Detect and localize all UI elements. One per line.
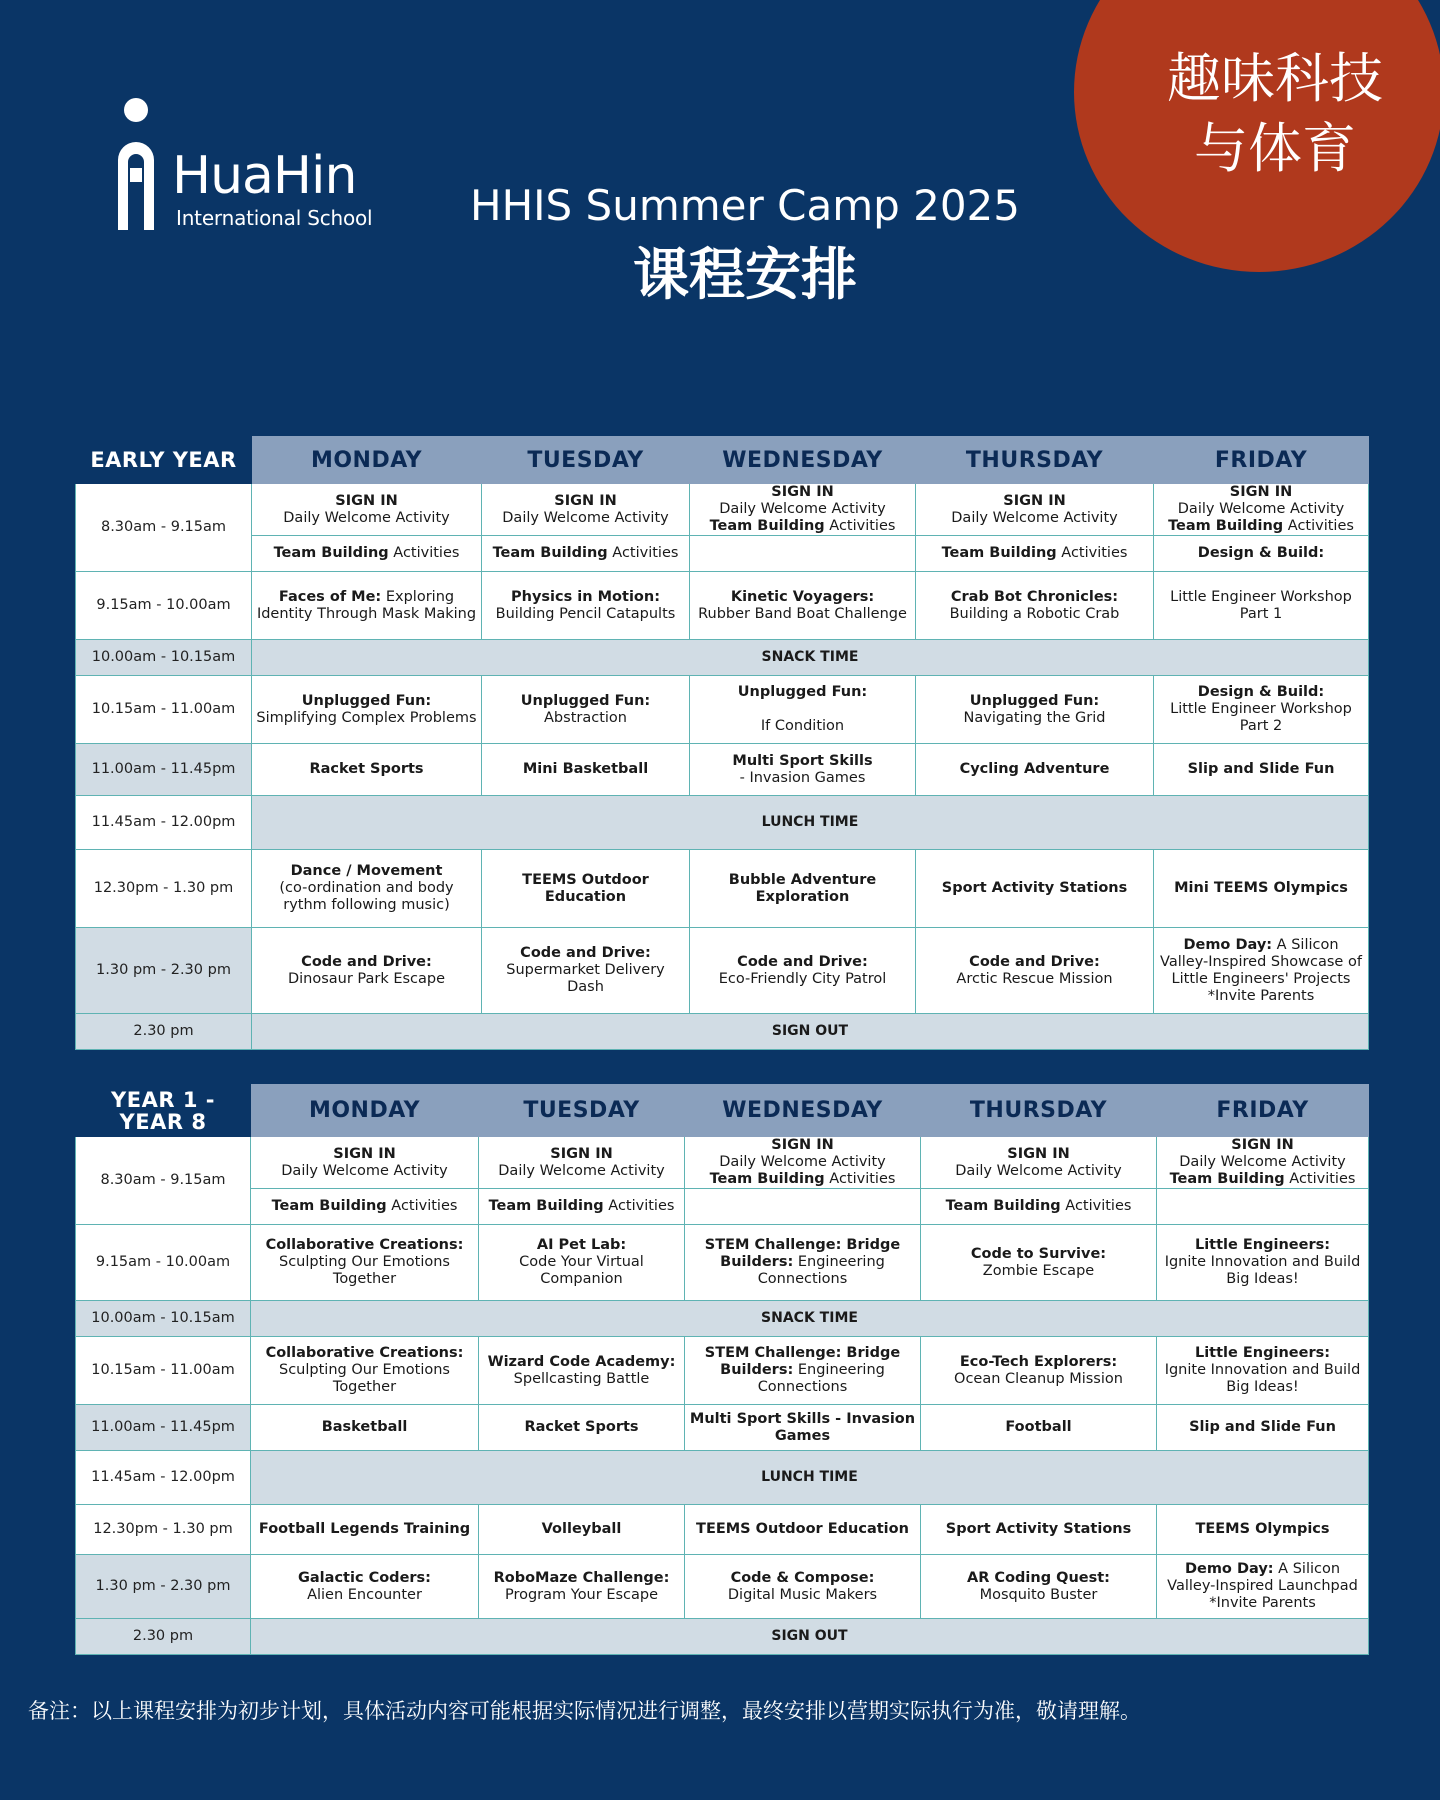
activity-title: Code and Drive:	[737, 953, 868, 970]
activity-desc: Ignite Innovation and Build Big Ideas!	[1164, 1254, 1361, 1287]
activity-title: Code to Survive:	[970, 1245, 1107, 1262]
activity-cell	[1154, 928, 1369, 1014]
time-cell: 2.30 pm	[76, 1619, 251, 1655]
activity-title: Demo Day:	[1183, 936, 1273, 953]
activity-desc: Little Engineer Workshop Part 1	[1170, 588, 1352, 622]
team-rest: Activities	[607, 545, 679, 561]
activity-cell	[685, 1505, 921, 1555]
signin-label: SIGN IN	[550, 1145, 613, 1162]
activity-desc: Eco-Friendly City Patrol	[718, 970, 887, 987]
header-row	[76, 1085, 1369, 1137]
activity-title: Racket Sports	[309, 761, 424, 777]
signin-cell	[921, 1137, 1157, 1189]
table-row	[76, 676, 1369, 744]
time-cell: 10.00am - 10.15am	[76, 1301, 251, 1337]
activity-desc: Building Pencil Catapults	[495, 605, 676, 622]
activity-title: Mini Basketball	[522, 761, 649, 777]
activity-cell	[690, 928, 916, 1014]
logo-subtitle: International School	[176, 206, 373, 230]
signin-label: SIGN IN	[333, 1145, 396, 1162]
time-cell: 8.30am - 9.15am	[76, 484, 252, 572]
table-row	[76, 1014, 1369, 1050]
signin-label: SIGN IN	[1229, 484, 1293, 500]
table-row	[76, 536, 1369, 572]
day-tuesday: TUESDAY	[479, 1085, 685, 1137]
signin-cell	[916, 484, 1154, 536]
activity-desc: A Silicon Valley-Inspired Showcase of Little Engineers' Projects *Invite Parents	[1160, 936, 1362, 1004]
activity-title: Multi Sport Skills - Invasion Games	[689, 1410, 916, 1444]
time-cell: 9.15am - 10.00am	[76, 1225, 251, 1301]
badge-line-1: 趣味科技	[1167, 47, 1383, 110]
activity-cell	[251, 1405, 479, 1451]
day-wednesday: WEDNESDAY	[690, 437, 916, 484]
table-row	[76, 1137, 1369, 1189]
signin-label: SIGN IN	[1007, 1145, 1070, 1162]
team-label: Team Building	[488, 1198, 604, 1214]
day-thursday: THURSDAY	[921, 1085, 1157, 1137]
activity-title: Little Engineers:	[1194, 1237, 1331, 1253]
table-row	[76, 1619, 1369, 1655]
activity-cell	[479, 1337, 685, 1405]
activity-desc: Rubber Band Boat Challenge	[698, 605, 907, 622]
activity-cell	[251, 1337, 479, 1405]
activity-title: Slip and Slide Fun	[1187, 761, 1335, 777]
team-label: Team Building	[709, 1171, 825, 1187]
team-label: Team Building	[492, 545, 608, 561]
activity-title: Football	[1005, 1419, 1072, 1435]
team-rest: Activities	[1060, 1198, 1132, 1214]
sign-out-band: SIGN OUT	[251, 1619, 1369, 1655]
team-label: Team Building	[941, 545, 1057, 561]
snack-time-band: SNACK TIME	[252, 640, 1369, 676]
team-rest: Activities	[824, 518, 896, 534]
activity-title: Code & Compose:	[730, 1569, 875, 1586]
activity-title: Bubble Adventure Exploration	[728, 871, 877, 905]
team-rest: Activities	[1056, 545, 1128, 561]
activity-desc: Arctic Rescue Mission	[956, 970, 1113, 987]
activity-cell	[685, 1405, 921, 1451]
activity-cell	[252, 850, 482, 928]
time-cell: 10.15am - 11.00am	[76, 1337, 251, 1405]
logo-name: HuaHin	[172, 146, 357, 206]
activity-desc: Ignite Innovation and Build Big Ideas!	[1164, 1362, 1361, 1395]
activity-cell	[252, 676, 482, 744]
activity-title: Eco-Tech Explorers:	[959, 1353, 1118, 1370]
activity-cell	[1157, 1555, 1369, 1619]
activity-title: Cycling Adventure	[959, 761, 1110, 777]
time-cell: 12.30pm - 1.30 pm	[76, 1505, 251, 1555]
activity-cell	[921, 1337, 1157, 1405]
activity-cell	[1154, 850, 1369, 928]
activity-title: STEM Challenge: Bridge Builders:	[704, 1345, 901, 1378]
table-row	[76, 484, 1369, 536]
group-label: EARLY YEAR	[76, 437, 252, 484]
team-label: Team Building	[273, 545, 389, 561]
activity-cell	[921, 1225, 1157, 1301]
table-row	[76, 640, 1369, 676]
activity-cell	[685, 1555, 921, 1619]
welcome-label: Daily Welcome Activity	[955, 1162, 1122, 1179]
activity-cell	[1154, 744, 1369, 796]
activity-title: Volleyball	[541, 1521, 622, 1537]
table-row	[76, 1225, 1369, 1301]
activity-title: TEEMS Olympics	[1195, 1521, 1330, 1537]
activity-cell	[482, 850, 690, 928]
team-rest: Activities	[1284, 1171, 1356, 1187]
activity-cell	[482, 572, 690, 640]
page-title: HHIS Summer Camp 2025	[470, 181, 1020, 230]
signin-cell	[690, 484, 916, 536]
design-build-cell	[1154, 536, 1369, 572]
signin-label: SIGN IN	[335, 492, 398, 509]
activity-cell	[479, 1225, 685, 1301]
activity-desc: Sculpting Our Emotions Together	[279, 1362, 450, 1395]
table-row	[76, 928, 1369, 1014]
team-rest: Activities	[824, 1171, 896, 1187]
activity-desc: Dinosaur Park Escape	[287, 970, 446, 987]
page-subtitle: 课程安排	[633, 243, 857, 308]
header-row	[76, 437, 1369, 484]
activity-title: Dance / Movement	[290, 863, 443, 879]
activity-title: Kinetic Voyagers:	[730, 588, 875, 605]
activity-title: Crab Bot Chronicles:	[950, 588, 1119, 605]
welcome-label: Daily Welcome Activity	[951, 509, 1118, 526]
activity-title: AI Pet Lab:	[536, 1237, 627, 1253]
activity-title: Code and Drive:	[520, 945, 651, 961]
activity-cell	[479, 1405, 685, 1451]
signin-label: SIGN IN	[554, 492, 617, 509]
activity-cell	[916, 928, 1154, 1014]
team-label: Team Building	[271, 1198, 387, 1214]
table-row	[76, 1337, 1369, 1405]
footer-note: 备注：以上课程安排为初步计划，具体活动内容可能根据实际情况进行调整，最终安排以营期实际执行为准，敬请理解。	[28, 1699, 1141, 1723]
school-logo	[114, 98, 394, 238]
activity-title: Design & Build:	[1197, 684, 1325, 700]
activity-cell	[690, 850, 916, 928]
activity-desc: Program Your Escape	[504, 1586, 659, 1603]
empty-cell	[685, 1189, 921, 1225]
signin-label: SIGN IN	[771, 484, 834, 500]
team-cell	[252, 536, 482, 572]
activity-desc: Ocean Cleanup Mission	[954, 1370, 1123, 1387]
activity-title: Code and Drive:	[969, 953, 1100, 970]
activity-desc: Engineering Connections	[757, 1254, 885, 1287]
activity-title: STEM Challenge: Bridge Builders:	[704, 1237, 901, 1270]
activity-cell	[1154, 572, 1369, 640]
signin-label: SIGN IN	[771, 1137, 834, 1153]
badge-line-2: 与体育	[1194, 117, 1356, 180]
table-row	[76, 796, 1369, 850]
activity-desc: Exploring Identity Through Mask Making	[256, 588, 477, 622]
activity-cell	[916, 744, 1154, 796]
day-thursday: THURSDAY	[916, 437, 1154, 484]
activity-cell	[252, 744, 482, 796]
activity-title: Sport Activity Stations	[945, 1521, 1132, 1537]
design-build-label: Design & Build:	[1197, 545, 1325, 561]
lunch-time-band: LUNCH TIME	[251, 1451, 1369, 1505]
activity-desc: Little Engineer Workshop Part 2	[1170, 701, 1352, 734]
time-cell: 10.15am - 11.00am	[76, 676, 252, 744]
table-row	[76, 1505, 1369, 1555]
sign-out-band: SIGN OUT	[252, 1014, 1369, 1050]
activity-cell	[1157, 1337, 1369, 1405]
time-cell: 12.30pm - 1.30 pm	[76, 850, 252, 928]
activity-title: Multi Sport Skills	[732, 752, 873, 769]
activity-desc: (co-ordination and body rythm following music)	[279, 880, 454, 913]
team-cell	[482, 536, 690, 572]
table-row	[76, 1451, 1369, 1505]
activity-cell	[479, 1555, 685, 1619]
activity-title: Code and Drive:	[301, 953, 432, 970]
activity-cell	[482, 928, 690, 1014]
year-1-8-schedule	[75, 1084, 1369, 1655]
activity-desc: Navigating the Grid	[963, 709, 1106, 726]
table-row	[76, 1405, 1369, 1451]
day-wednesday: WEDNESDAY	[685, 1085, 921, 1137]
team-label: Team Building	[945, 1198, 1061, 1214]
activity-title: Sport Activity Stations	[941, 880, 1128, 896]
activity-desc: Zombie Escape	[982, 1262, 1095, 1279]
table-row	[76, 1189, 1369, 1225]
team-rest: Activities	[603, 1198, 675, 1214]
activity-cell	[1154, 676, 1369, 744]
badge-text	[1130, 44, 1420, 184]
activity-cell	[921, 1505, 1157, 1555]
activity-title: TEEMS Outdoor Education	[522, 871, 649, 905]
activity-cell	[690, 744, 916, 796]
activity-cell	[252, 572, 482, 640]
time-cell: 11.45am - 12.00pm	[76, 796, 252, 850]
activity-cell	[1157, 1405, 1369, 1451]
signin-label: SIGN IN	[1231, 1137, 1294, 1153]
time-cell: 8.30am - 9.15am	[76, 1137, 251, 1225]
welcome-label: Daily Welcome Activity	[1177, 501, 1345, 517]
signin-label: SIGN IN	[1003, 492, 1066, 509]
activity-title: Little Engineers:	[1194, 1345, 1331, 1361]
activity-desc: - Invasion Games	[739, 769, 866, 786]
activity-desc: Mosquito Buster	[979, 1586, 1098, 1603]
early-year-schedule	[75, 436, 1369, 1050]
activity-title: Wizard Code Academy:	[487, 1353, 676, 1370]
day-monday: MONDAY	[252, 437, 482, 484]
activity-desc: A Silicon Valley-Inspired Launchpad *Invite Parents	[1167, 1561, 1358, 1611]
table-row	[76, 572, 1369, 640]
welcome-label: Daily Welcome Activity	[719, 1154, 886, 1170]
activity-cell	[1157, 1225, 1369, 1301]
activity-cell	[916, 572, 1154, 640]
team-label: Team Building	[709, 518, 825, 534]
signin-cell	[482, 484, 690, 536]
person-logo-icon	[114, 98, 158, 230]
time-cell: 11.00am - 11.45pm	[76, 1405, 251, 1451]
table-row	[76, 1555, 1369, 1619]
time-cell: 1.30 pm - 2.30 pm	[76, 1555, 251, 1619]
activity-title: Collaborative Creations:	[265, 1345, 464, 1361]
empty-cell	[690, 536, 916, 572]
empty-cell	[1157, 1189, 1369, 1225]
activity-cell	[690, 676, 916, 744]
activity-cell	[690, 572, 916, 640]
activity-desc: Spellcasting Battle	[513, 1370, 650, 1387]
team-cell	[251, 1189, 479, 1225]
activity-title: Unplugged Fun:	[969, 692, 1100, 709]
activity-cell	[482, 744, 690, 796]
day-monday: MONDAY	[251, 1085, 479, 1137]
activity-title: Racket Sports	[524, 1419, 639, 1435]
welcome-label: Daily Welcome Activity	[1179, 1154, 1346, 1170]
activity-title: Unplugged Fun:	[737, 684, 868, 700]
activity-cell	[916, 850, 1154, 928]
activity-desc: Simplifying Complex Problems	[256, 709, 477, 726]
activity-desc: Digital Music Makers	[727, 1586, 878, 1603]
activity-desc: Abstraction	[544, 709, 627, 726]
signin-cell	[685, 1137, 921, 1189]
activity-title: Unplugged Fun:	[520, 692, 651, 709]
activity-title: Faces of Me:	[278, 588, 382, 605]
activity-desc: If Condition	[760, 718, 845, 734]
activity-cell	[1157, 1505, 1369, 1555]
activity-desc: Code Your Virtual Companion	[519, 1254, 644, 1287]
signin-cell	[1157, 1137, 1369, 1189]
welcome-label: Daily Welcome Activity	[281, 1162, 448, 1179]
activity-desc: Supermarket Delivery Dash	[506, 962, 665, 995]
activity-desc: Alien Encounter	[307, 1586, 422, 1603]
activity-title: Slip and Slide Fun	[1189, 1419, 1336, 1435]
activity-desc: Engineering Connections	[757, 1362, 885, 1395]
welcome-label: Daily Welcome Activity	[502, 509, 669, 526]
day-tuesday: TUESDAY	[482, 437, 690, 484]
activity-cell	[251, 1225, 479, 1301]
welcome-label: Daily Welcome Activity	[719, 501, 886, 517]
snack-time-band: SNACK TIME	[251, 1301, 1369, 1337]
team-cell	[916, 536, 1154, 572]
activity-cell	[685, 1225, 921, 1301]
time-cell: 1.30 pm - 2.30 pm	[76, 928, 252, 1014]
activity-title: Demo Day:	[1184, 1561, 1274, 1577]
activity-cell	[916, 676, 1154, 744]
time-cell: 2.30 pm	[76, 1014, 252, 1050]
team-cell	[921, 1189, 1157, 1225]
signin-cell	[479, 1137, 685, 1189]
time-cell: 9.15am - 10.00am	[76, 572, 252, 640]
team-label: Team Building	[1169, 1171, 1285, 1187]
activity-title: Physics in Motion:	[511, 588, 660, 605]
activity-title: TEEMS Outdoor Education	[696, 1521, 909, 1537]
team-rest: Activities	[388, 545, 460, 561]
group-label: YEAR 1 - YEAR 8	[76, 1085, 251, 1137]
activity-cell	[921, 1405, 1157, 1451]
activity-cell	[921, 1555, 1157, 1619]
day-friday: FRIDAY	[1157, 1085, 1369, 1137]
activity-cell	[479, 1505, 685, 1555]
lunch-time-band: LUNCH TIME	[252, 796, 1369, 850]
time-cell: 11.45am - 12.00pm	[76, 1451, 251, 1505]
team-rest: Activities	[1283, 518, 1354, 534]
activity-cell	[251, 1505, 479, 1555]
signin-cell	[252, 484, 482, 536]
time-cell: 11.00am - 11.45pm	[76, 744, 252, 796]
table-row	[76, 850, 1369, 928]
table-row	[76, 744, 1369, 796]
team-label: Team Building	[1168, 518, 1284, 534]
activity-title: Basketball	[321, 1419, 408, 1435]
activity-cell	[685, 1337, 921, 1405]
activity-title: Collaborative Creations:	[265, 1237, 464, 1253]
activity-cell	[482, 676, 690, 744]
activity-title: RoboMaze Challenge:	[493, 1569, 670, 1586]
signin-cell	[251, 1137, 479, 1189]
activity-title: Galactic Coders:	[298, 1569, 431, 1586]
activity-title: Mini TEEMS Olympics	[1174, 880, 1348, 896]
signin-cell	[1154, 484, 1369, 536]
activity-title: AR Coding Quest:	[967, 1569, 1110, 1586]
activity-desc: Sculpting Our Emotions Together	[279, 1254, 450, 1287]
table-row	[76, 1301, 1369, 1337]
team-rest: Activities	[386, 1198, 458, 1214]
welcome-label: Daily Welcome Activity	[283, 509, 450, 526]
activity-desc: Building a Robotic Crab	[949, 605, 1120, 622]
team-cell	[479, 1189, 685, 1225]
welcome-label: Daily Welcome Activity	[498, 1162, 665, 1179]
activity-cell	[251, 1555, 479, 1619]
activity-cell	[252, 928, 482, 1014]
day-friday: FRIDAY	[1154, 437, 1369, 484]
time-cell: 10.00am - 10.15am	[76, 640, 252, 676]
activity-title: Football Legends Training	[258, 1521, 471, 1537]
activity-title: Unplugged Fun:	[301, 692, 432, 709]
